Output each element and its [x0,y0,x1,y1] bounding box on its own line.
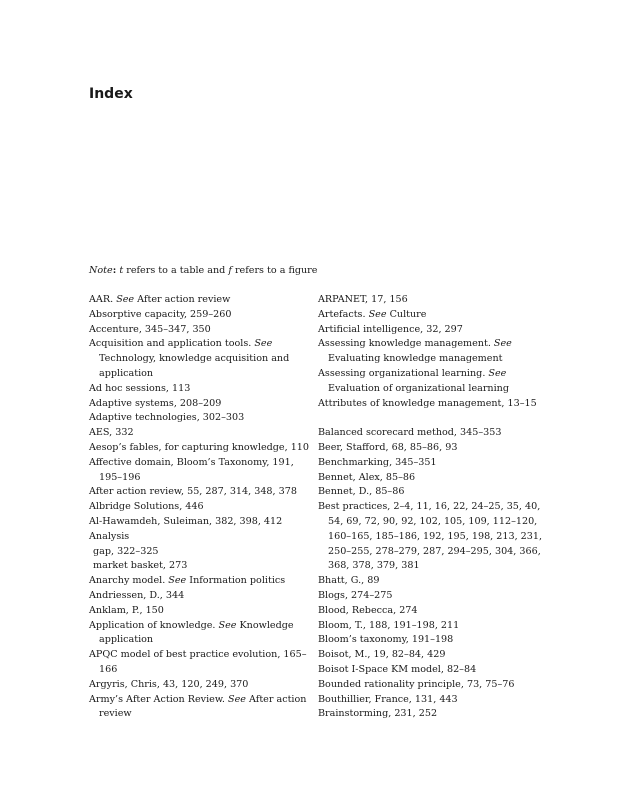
entry-text: Blood, Rebecca, 274 [318,604,418,616]
note-t-text: refers to a table and [123,265,229,276]
entry-text: market basket, 273 [93,560,188,572]
index-entry [89,485,319,500]
see-reference-target: Knowledge application [99,619,294,646]
entry-text: Albridge Solutions, 446 [89,501,204,513]
entry-text: Bloom, T., 188, 191–198, 211 [318,619,460,631]
see-reference-label: See [254,338,273,350]
entry-text: Balanced scorecard method, 345–353 [318,427,502,439]
entry-text: After action review, 55, 287, 314, 348, 378 [89,486,297,498]
index-subentry [89,559,319,574]
entry-text: Artefacts. [318,308,369,320]
entry-text: Artificial intelligence, 32, 297 [318,323,463,335]
index-entry [89,456,319,486]
index-entry [318,441,548,456]
index-entry [89,293,319,308]
entry-text: Bhatt, G., 89 [318,575,380,587]
entry-text: Application of knowledge. [89,619,219,631]
index-entry [89,397,319,412]
entry-text: Assessing knowledge management. [318,338,494,350]
index-entry [318,574,548,589]
index-entry [89,648,319,678]
index-entry [318,633,548,648]
entry-text: Boisot I-Space KM model, 82–84 [318,663,477,675]
entry-text: Assessing organizational learning. [318,367,489,379]
entry-text: Beer, Stafford, 68, 85–86, 93 [318,441,458,453]
index-entry [89,411,319,426]
note-f-text: refers to a figure [231,265,318,276]
entry-text: Accenture, 345–347, 350 [89,323,211,335]
index-entry [89,426,319,441]
entry-text: Best practices, 2–4, 11, 16, 22, 24–25, 35, 40, 54, 69, 72, 90, 92, 102, 105, 109, 112–120, 160–165, 185–186, 192, 195, 198, 213, 231, 250–255, 278–279, 287, 294–295, 304, 366, 368, 378, 379, 381 [318,501,543,572]
entry-text: Bloom’s taxonomy, 191–198 [318,634,454,646]
index-entry [318,648,548,663]
entry-text: Absorptive capacity, 259–260 [89,308,232,320]
index-entry [318,500,548,574]
index-entry [89,693,319,723]
entry-text: Bounded rationality principle, 73, 75–76 [318,678,515,690]
index-entry [89,382,319,397]
index-entry [318,678,548,693]
index-entry [318,337,548,367]
entry-text: Acquisition and application tools. [89,338,255,350]
index-entry [318,707,548,722]
see-reference-label: See [368,308,387,320]
entry-text: ARPANET, 17, 156 [318,294,408,305]
index-entry [89,515,319,530]
index-entry [89,337,319,381]
entry-text: Anarchy model. [89,575,169,587]
index-entry [318,397,548,412]
entry-text: Bouthillier, France, 131, 443 [318,693,458,705]
see-reference-target: Evaluating knowledge management [328,353,503,365]
see-reference-label: See [218,619,237,631]
entry-text: gap, 322–325 [93,545,159,557]
see-reference-target: Information politics [186,575,286,587]
entry-text: Anklam, P., 150 [89,604,164,616]
see-reference-target: After action review [134,294,231,305]
entry-text: Brainstorming, 231, 252 [318,708,438,720]
entry-text: Bennet, D., 85–86 [318,486,405,498]
entry-text: Blogs, 274–275 [318,589,393,601]
entry-text: Benchmarking, 345–351 [318,456,437,468]
entry-text: Aesop’s fables, for capturing knowledge, 110 [89,441,310,453]
see-reference-label: See [168,575,187,587]
entry-text: AAR. [89,294,117,305]
entry-text: Ad hoc sessions, 113 [89,382,191,394]
index-entry [318,471,548,486]
index-entry [318,619,548,634]
index-note [89,264,317,278]
see-reference-label: See [228,693,246,705]
letter-group-gap [318,411,548,426]
index-entry [318,323,548,338]
page-title: Index [89,86,133,102]
index-subentry [89,545,319,560]
entry-text: APQC model of best practice evolution, 165–166 [89,649,307,675]
entry-text: Andriessen, D., 344 [89,589,185,601]
entry-text: Adaptive systems, 208–209 [89,397,222,409]
index-entry [89,574,319,589]
index-entry [89,308,319,323]
see-reference-label: See [488,367,507,379]
index-entry [318,456,548,471]
index-entry [89,619,319,649]
see-reference-target: After action review [99,693,307,720]
index-entry [318,426,548,441]
index-entry [318,693,548,708]
index-entry [318,604,548,619]
entry-text: Al-Hawamdeh, Suleiman, 382, 398, 412 [89,515,283,527]
see-reference-target: Evaluation of organizational learning [328,382,509,394]
entry-text: Affective domain, Bloom’s Taxonomy, 191, 195–196 [89,456,294,483]
index-column-right [318,293,548,722]
note-t-symbol: t [119,265,124,276]
index-entry [89,323,319,338]
index-entry [89,500,319,515]
index-entry [318,293,548,308]
index-column-left [89,293,319,722]
entry-text: AES, 332 [89,427,134,439]
index-entry [318,589,548,604]
index-entry [89,604,319,619]
index-entry [89,589,319,604]
see-reference-label: See [493,338,512,350]
index-entry [89,678,319,693]
note-label: Note : [89,265,116,276]
see-reference-target: Technology, knowledge acquisition and application [99,353,290,379]
index-entry [89,530,319,545]
entry-text: Attributes of knowledge management, 13–15 [318,397,537,409]
index-entry [318,367,548,397]
index-entry [318,485,548,500]
entry-text: Analysis [89,530,130,542]
entry-text: Argyris, Chris, 43, 120, 249, 370 [89,678,249,690]
see-reference-target: Culture [386,308,427,320]
note-f-symbol: f [228,265,232,276]
index-entry [318,308,548,323]
entry-text: Adaptive technologies, 302–303 [89,412,245,424]
entry-text: Army’s After Action Review. [89,693,229,705]
entry-text: Bennet, Alex, 85–86 [318,471,416,483]
entry-text: Boisot, M., 19, 82–84, 429 [318,649,446,661]
see-reference-label: See [116,294,135,305]
index-entry [89,441,319,456]
index-entry [318,663,548,678]
